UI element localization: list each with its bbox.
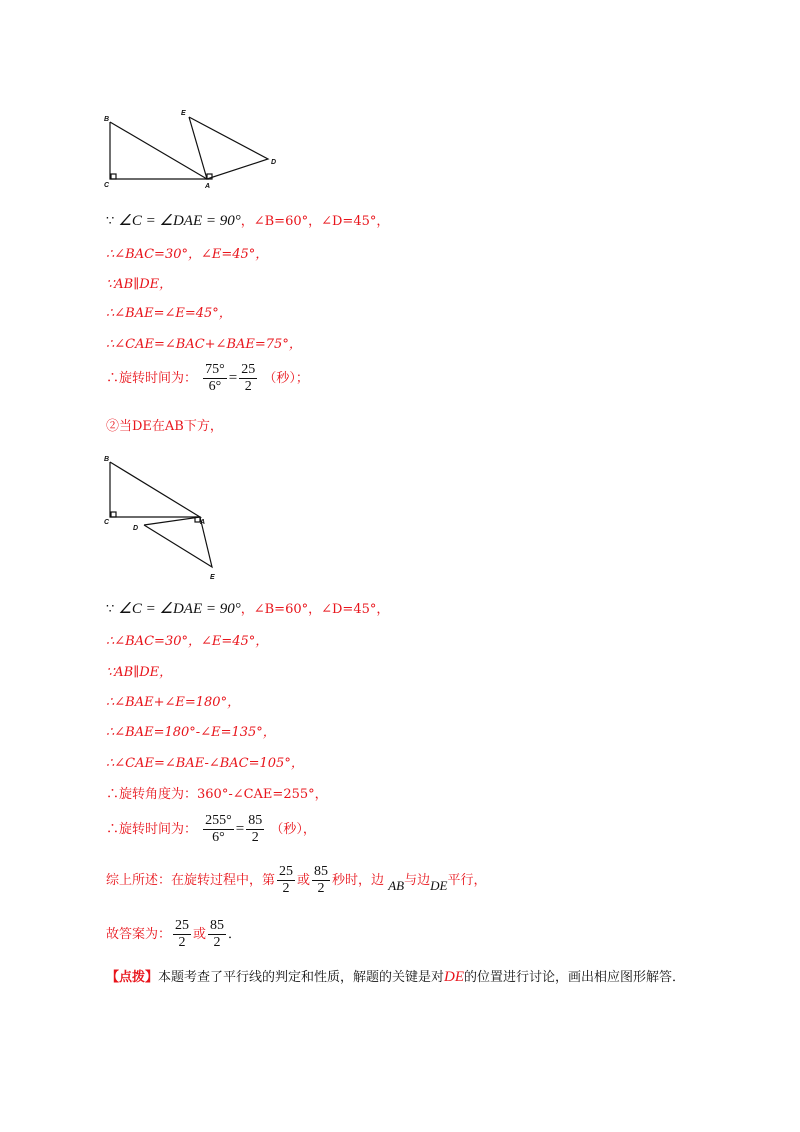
triangle-abc (110, 462, 200, 517)
fraction: $\frac{25}{2}$ (175, 918, 190, 950)
case1-line1: ∵ ∠C = ∠DAE = 90°，∠B=60°，∠D=45°， (106, 213, 390, 229)
fraction: $\frac{25}{2}$ (279, 864, 294, 896)
case1-line5: ∴∠CAE=∠BAC+∠BAE=75°， (106, 337, 302, 352)
label-a: A (200, 519, 206, 526)
fraction: $\frac{85}{2}$ (210, 918, 225, 950)
case2-heading: ②当DE在AB下方， (106, 419, 223, 434)
label-c: C (104, 519, 110, 526)
label-e: E (210, 574, 215, 581)
fraction: $\frac{75^\circ}{6^\circ}$ (205, 362, 225, 394)
label-e: E (181, 110, 186, 117)
case1-line3: ∵AB∥DE， (106, 277, 173, 292)
case2-line7: ∴旋转角度为：360°-∠CAE=255°， (106, 787, 328, 802)
fraction: $\frac{85}{2}$ (314, 864, 329, 896)
case1-math: ∠C = ∠DAE = 90° (118, 213, 241, 229)
case1-line2: ∴∠BAC=30°，∠E=45°， (106, 247, 269, 262)
summary-line: 综上所述：在旋转过程中，第 $\frac{25}{2}$ 或 $\frac{85}{2}$ 秒时，边 AB与边DE平行， (106, 864, 487, 896)
figure-1 (100, 104, 280, 192)
right-angle-c (111, 512, 116, 517)
figure-2 (100, 452, 230, 584)
label-b: B (104, 116, 110, 123)
case2-line5: ∴∠BAE=180°-∠E=135°， (106, 725, 276, 740)
case1-line6: ∴旋转时间为： $\frac{75^\circ}{6^\circ}$ = $\frac{25}{2}$ （秒）； (106, 362, 309, 394)
label-a: A (205, 183, 211, 190)
right-angle-c (111, 174, 116, 179)
fraction: $\frac{255^\circ}{6^\circ}$ (205, 813, 232, 845)
label-d: D (271, 159, 277, 166)
case1-line4: ∴∠BAE=∠E=45°， (106, 306, 232, 321)
case2-line3: ∵AB∥DE， (106, 665, 173, 680)
fraction: $\frac{85}{2}$ (248, 813, 263, 845)
answer-line: 故答案为： $\frac{25}{2}$ 或 $\frac{85}{2}$ ． (106, 918, 242, 950)
case2-line2: ∴∠BAC=30°，∠E=45°， (106, 634, 269, 649)
triangle-ade (189, 117, 268, 179)
case2-line4: ∴∠BAE+∠E=180°， (106, 695, 241, 710)
label-d: D (133, 525, 139, 532)
case2-line1: ∵ ∠C = ∠DAE = 90°，∠B=60°，∠D=45°， (106, 601, 390, 617)
label-c: C (104, 182, 110, 189)
comment-line: 【点拨】本题考查了平行线的判定和性质，解题的关键是对DE的位置进行讨论，画出相应图形解答． (106, 969, 686, 985)
label-b: B (104, 456, 110, 463)
fraction: $\frac{25}{2}$ (241, 362, 256, 394)
case2-line6: ∴∠CAE=∠BAE-∠BAC=105°， (106, 756, 304, 771)
case2-line8: ∴旋转时间为： $\frac{255^\circ}{6^\circ}$ = $\frac{85}{2}$ （秒）， (106, 813, 316, 845)
